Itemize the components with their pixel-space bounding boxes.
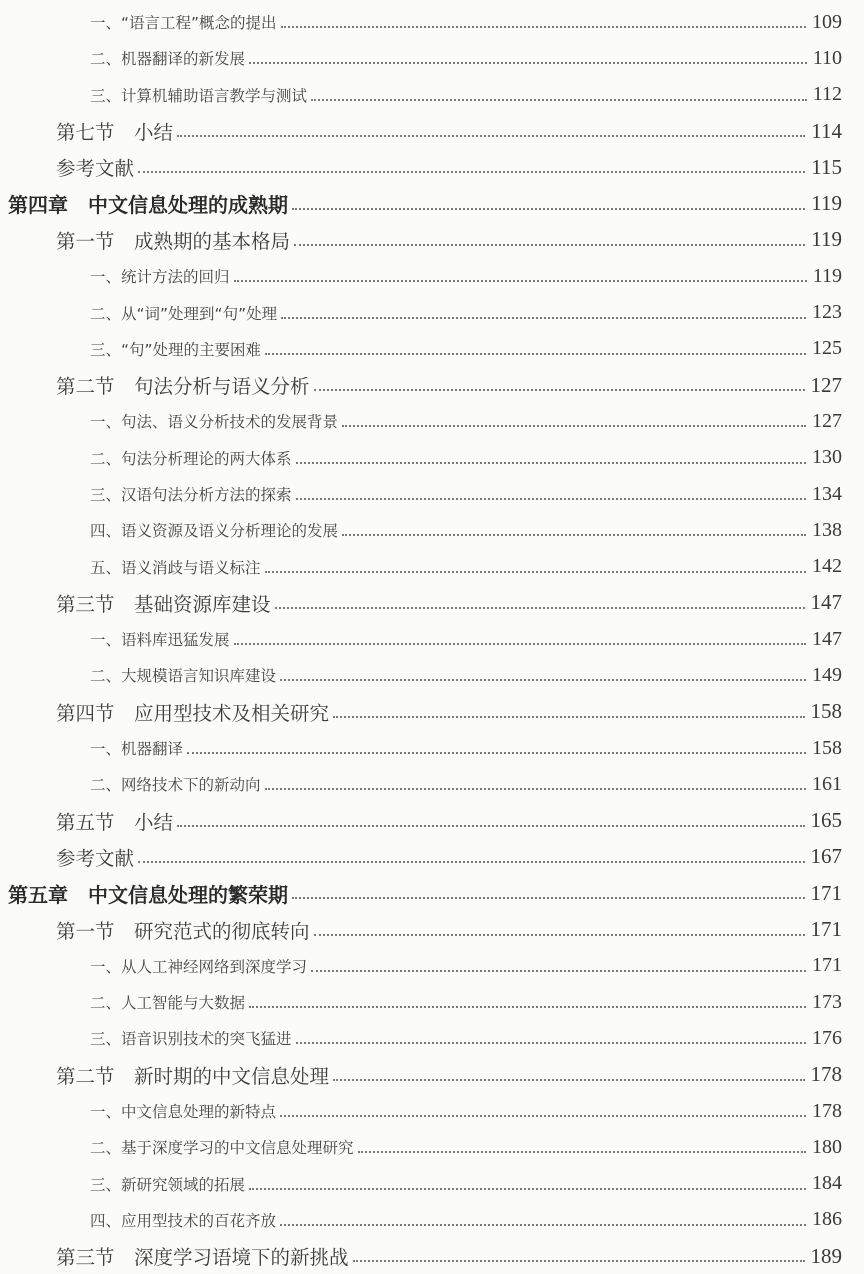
toc-entry-title: 二、从“词”处理到“句”处理 — [90, 304, 278, 323]
toc-section-row — [0, 149, 864, 185]
toc-entry-title: 一、“语言工程”概念的提出 — [90, 14, 277, 33]
toc-entry-title: 三、语音识别技术的突飞猛进 — [90, 1030, 292, 1049]
toc-sub-row — [0, 1093, 864, 1129]
toc-entry-title: 二、机器翻译的新发展 — [90, 50, 246, 69]
toc-page-number: 178 — [812, 1099, 842, 1122]
toc-page-number: 149 — [812, 663, 842, 686]
toc-page-number: 184 — [812, 1172, 842, 1195]
toc-entry-title: 第一节 成熟期的基本格局 — [56, 229, 291, 253]
toc-entry-title: 一、中文信息处理的新特点 — [90, 1103, 277, 1122]
toc-page-number: 115 — [811, 154, 842, 179]
dot-leader — [187, 752, 806, 754]
toc-chapter-row — [0, 185, 864, 221]
toc-sub-row — [0, 476, 864, 512]
toc-page-number: 119 — [811, 227, 842, 252]
toc-page-number: 110 — [812, 46, 842, 69]
dot-leader — [177, 135, 805, 137]
toc-section-row — [0, 1057, 864, 1093]
toc-entry-title: 第二节 句法分析与语义分析 — [56, 375, 310, 399]
toc-entry-title: 二、基于深度学习的中文信息处理研究 — [90, 1139, 354, 1158]
toc-entry-title: 第三节 基础资源库建设 — [56, 592, 271, 616]
dot-leader — [249, 1006, 806, 1008]
toc-entry-title: 一、统计方法的回归 — [90, 268, 230, 287]
dot-leader — [292, 897, 805, 899]
toc-page-number: 123 — [812, 301, 842, 324]
table-of-contents — [0, 4, 864, 1274]
toc-sub-row — [0, 657, 864, 693]
toc-sub-row — [0, 512, 864, 548]
toc-entry-title: 四、应用型技术的百花齐放 — [90, 1211, 277, 1230]
dot-leader — [265, 788, 806, 790]
toc-entry-title: 三、新研究领域的拓展 — [90, 1175, 246, 1194]
dot-leader — [296, 462, 806, 464]
dot-leader — [314, 934, 805, 936]
toc-section-row — [0, 367, 864, 403]
toc-page-number: 158 — [810, 699, 842, 724]
dot-leader — [234, 643, 806, 645]
toc-page-number: 173 — [812, 990, 842, 1013]
toc-page-number: 165 — [810, 808, 842, 833]
toc-sub-row — [0, 984, 864, 1020]
toc-entry-title: 第二节 新时期的中文信息处理 — [56, 1064, 330, 1088]
toc-sub-row — [0, 948, 864, 984]
toc-page-number: 147 — [812, 627, 842, 650]
toc-section-row — [0, 803, 864, 839]
toc-page-number: 125 — [812, 337, 842, 360]
toc-page-number: 178 — [810, 1062, 842, 1087]
toc-entry-title: 第四节 应用型技术及相关研究 — [56, 701, 330, 725]
toc-sub-row — [0, 1129, 864, 1165]
toc-sub-row — [0, 1202, 864, 1238]
toc-entry-title: 五、语义消歧与语义标注 — [90, 558, 261, 577]
toc-entry-title: 二、网络技术下的新动向 — [90, 776, 261, 795]
toc-sub-row — [0, 730, 864, 766]
toc-page-number: 171 — [812, 954, 842, 977]
dot-leader — [280, 1224, 806, 1226]
toc-page-number: 180 — [812, 1135, 842, 1158]
dot-leader — [311, 99, 807, 101]
toc-page-number: 114 — [811, 118, 842, 143]
toc-sub-row — [0, 548, 864, 584]
toc-page-number: 186 — [812, 1208, 842, 1231]
dot-leader — [281, 26, 806, 28]
toc-sub-row — [0, 403, 864, 439]
dot-leader — [177, 825, 804, 827]
dot-leader — [138, 861, 804, 863]
dot-leader — [314, 389, 805, 391]
toc-page-number: 147 — [810, 590, 842, 615]
toc-page-number: 158 — [812, 736, 842, 759]
dot-leader — [358, 1151, 806, 1153]
dot-leader — [296, 498, 806, 500]
dot-leader — [296, 1042, 806, 1044]
dot-leader — [249, 1188, 806, 1190]
dot-leader — [280, 1115, 806, 1117]
toc-entry-title: 一、语料库迅猛发展 — [90, 631, 230, 650]
dot-leader — [275, 607, 805, 609]
dot-leader — [265, 571, 806, 573]
toc-page-number: 119 — [811, 191, 842, 216]
toc-entry-title: 三、计算机辅助语言教学与测试 — [90, 86, 308, 105]
dot-leader — [294, 244, 805, 246]
toc-section-row — [0, 911, 864, 947]
toc-page-number: 130 — [812, 446, 842, 469]
toc-sub-row — [0, 621, 864, 657]
toc-entry-title: 一、句法、语义分析技术的发展背景 — [90, 413, 339, 432]
dot-leader — [281, 317, 806, 319]
toc-page-number: 167 — [810, 844, 842, 869]
toc-entry-title: 第五章 中文信息处理的繁荣期 — [8, 882, 288, 907]
dot-leader — [342, 425, 806, 427]
toc-entry-title: 参考文献 — [56, 846, 135, 870]
toc-sub-row — [0, 440, 864, 476]
toc-section-row — [0, 839, 864, 875]
toc-page-number: 142 — [812, 555, 842, 578]
toc-entry-title: 第四章 中文信息处理的成熟期 — [8, 193, 288, 218]
dot-leader — [280, 679, 806, 681]
toc-sub-row — [0, 4, 864, 40]
dot-leader — [265, 353, 806, 355]
toc-entry-title: 参考文献 — [56, 157, 135, 181]
toc-page-number: 176 — [812, 1026, 842, 1049]
dot-leader — [311, 970, 806, 972]
toc-entry-title: 二、句法分析理论的两大体系 — [90, 449, 292, 468]
toc-sub-row — [0, 331, 864, 367]
toc-sub-row — [0, 766, 864, 802]
toc-section-row — [0, 113, 864, 149]
toc-page-number: 127 — [812, 409, 842, 432]
toc-chapter-row — [0, 875, 864, 911]
toc-page-number: 134 — [812, 482, 842, 505]
dot-leader — [292, 208, 805, 210]
toc-page-number: 127 — [810, 372, 842, 397]
toc-page-number: 112 — [812, 83, 842, 106]
toc-page-number: 171 — [810, 917, 842, 942]
toc-entry-title: 二、大规模语言知识库建设 — [90, 667, 277, 686]
dot-leader — [342, 534, 806, 536]
toc-page-number: 119 — [812, 264, 842, 287]
toc-section-row — [0, 694, 864, 730]
toc-sub-row — [0, 1166, 864, 1202]
toc-entry-title: 第一节 研究范式的彻底转向 — [56, 919, 310, 943]
toc-page-number: 171 — [810, 880, 842, 905]
toc-entry-title: 二、人工智能与大数据 — [90, 994, 246, 1013]
dot-leader — [333, 716, 804, 718]
dot-leader — [249, 62, 807, 64]
toc-entry-title: 一、机器翻译 — [90, 740, 184, 759]
toc-sub-row — [0, 294, 864, 330]
toc-section-row — [0, 585, 864, 621]
toc-section-row — [0, 222, 864, 258]
toc-page-number: 161 — [812, 772, 842, 795]
toc-entry-title: 第五节 小结 — [56, 810, 174, 834]
toc-entry-title: 一、从人工神经网络到深度学习 — [90, 957, 308, 976]
toc-section-row — [0, 1238, 864, 1274]
toc-page-number: 109 — [812, 10, 842, 33]
toc-entry-title: 三、“句”处理的主要困难 — [90, 340, 262, 359]
dot-leader — [138, 171, 805, 173]
toc-page-number: 189 — [810, 1243, 842, 1268]
dot-leader — [353, 1260, 805, 1262]
toc-entry-title: 三、汉语句法分析方法的探索 — [90, 486, 292, 504]
toc-entry-title: 第三节 深度学习语境下的新挑战 — [56, 1246, 349, 1270]
toc-entry-title: 四、语义资源及语义分析理论的发展 — [90, 522, 339, 541]
toc-sub-row — [0, 258, 864, 294]
toc-sub-row — [0, 1020, 864, 1056]
dot-leader — [234, 280, 807, 282]
dot-leader — [333, 1079, 804, 1081]
toc-sub-row — [0, 77, 864, 113]
toc-entry-title: 第七节 小结 — [56, 121, 174, 145]
toc-page-number: 138 — [812, 518, 842, 541]
toc-sub-row — [0, 40, 864, 76]
